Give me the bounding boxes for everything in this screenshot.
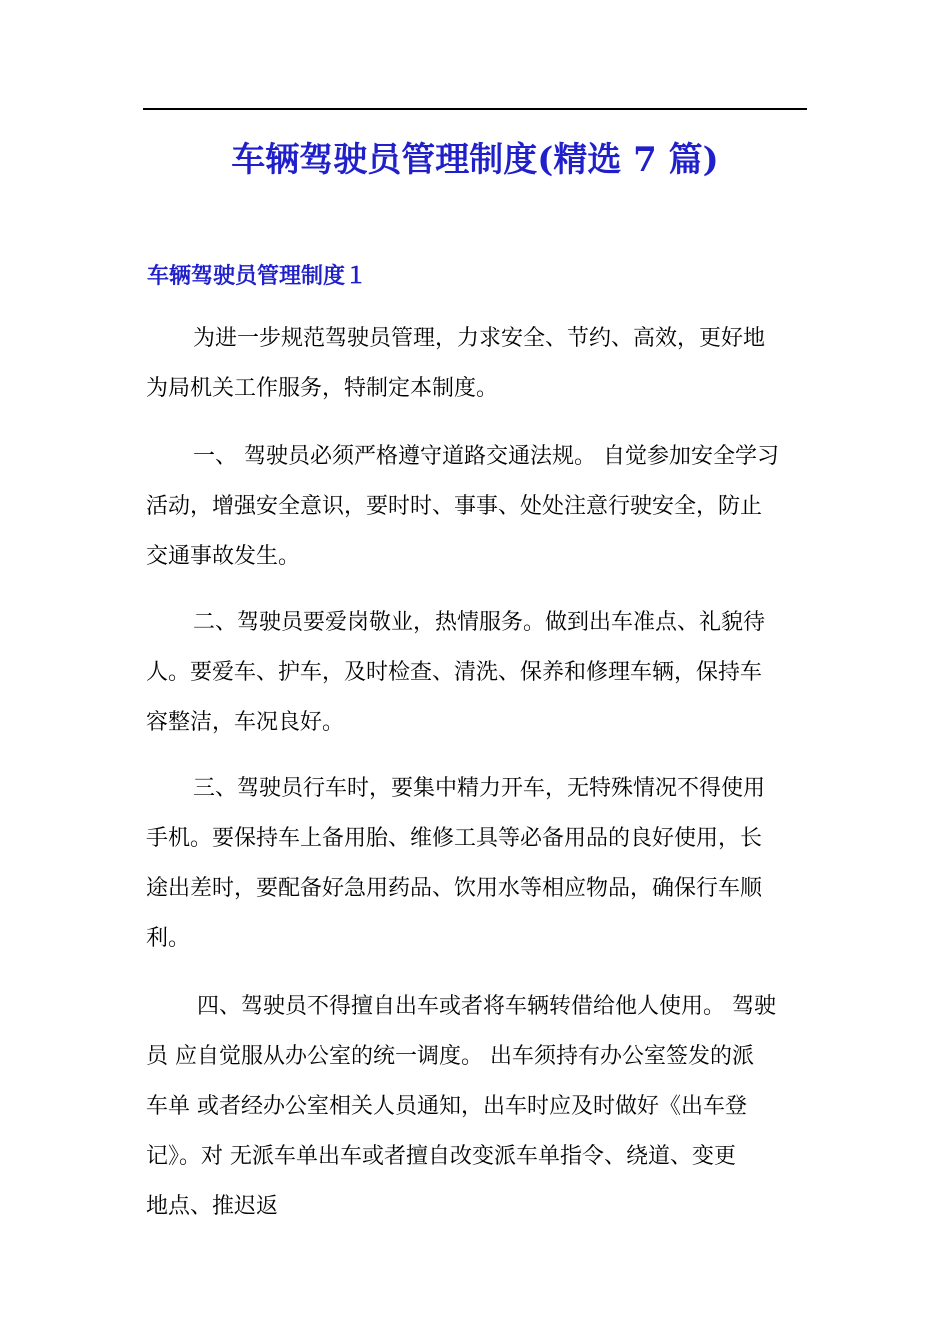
paragraph-line: 容整洁，车况良好。 xyxy=(146,710,345,735)
paragraph-line: 手机。要保持车上备用胎、维修工具等必备用品的良好使用，长 xyxy=(146,826,763,851)
paragraph-line: 活动，增强安全意识，要时时、事事、处处注意行驶安全，防止 xyxy=(146,494,763,519)
paragraph-line: 员 应自觉服从办公室的统一调度。 出车须持有办公室签发的派 xyxy=(146,1044,754,1069)
paragraph-line: 途出差时，要配备好急用药品、饮用水等相应物品，确保行车顺 xyxy=(146,876,763,901)
paragraph-line: 二、驾驶员要爱岗敬业，热情服务。做到出车准点、礼貌待 xyxy=(193,610,766,635)
paragraph-line: 人。要爱车、护车，及时检查、清洗、保养和修理车辆，保持车 xyxy=(146,660,763,685)
paragraph-line: 记》。对 无派车单出车或者擅自改变派车单指令、绕道、变更 xyxy=(146,1144,736,1169)
paragraph-line: 四、驾驶员不得擅自出车或者将车辆转借给他人使用。 驾驶 xyxy=(197,994,776,1019)
paragraph-line: 为局机关工作服务，特制定本制度。 xyxy=(146,376,499,401)
paragraph-line: 地点、推迟返 xyxy=(146,1194,279,1219)
paragraph-line: 交通事故发生。 xyxy=(146,544,301,569)
paragraph-line: 车单 或者经办公室相关人员通知，出车时应及时做好《出车登 xyxy=(146,1094,747,1119)
header-rule xyxy=(143,108,807,110)
section-heading: 车辆驾驶员管理制度１ xyxy=(147,263,368,289)
paragraph-line: 三、驾驶员行车时，要集中精力开车，无特殊情况不得使用 xyxy=(193,776,766,801)
paragraph-line: 利。 xyxy=(146,926,191,951)
document-title: 车辆驾驶员管理制度(精选 7 篇) xyxy=(231,140,719,180)
paragraph-line: 一、 驾驶员必须严格遵守道路交通法规。 自觉参加安全学习 xyxy=(193,444,779,469)
paragraph-line: 为进一步规范驾驶员管理，力求安全、节约、高效，更好地 xyxy=(193,326,766,351)
